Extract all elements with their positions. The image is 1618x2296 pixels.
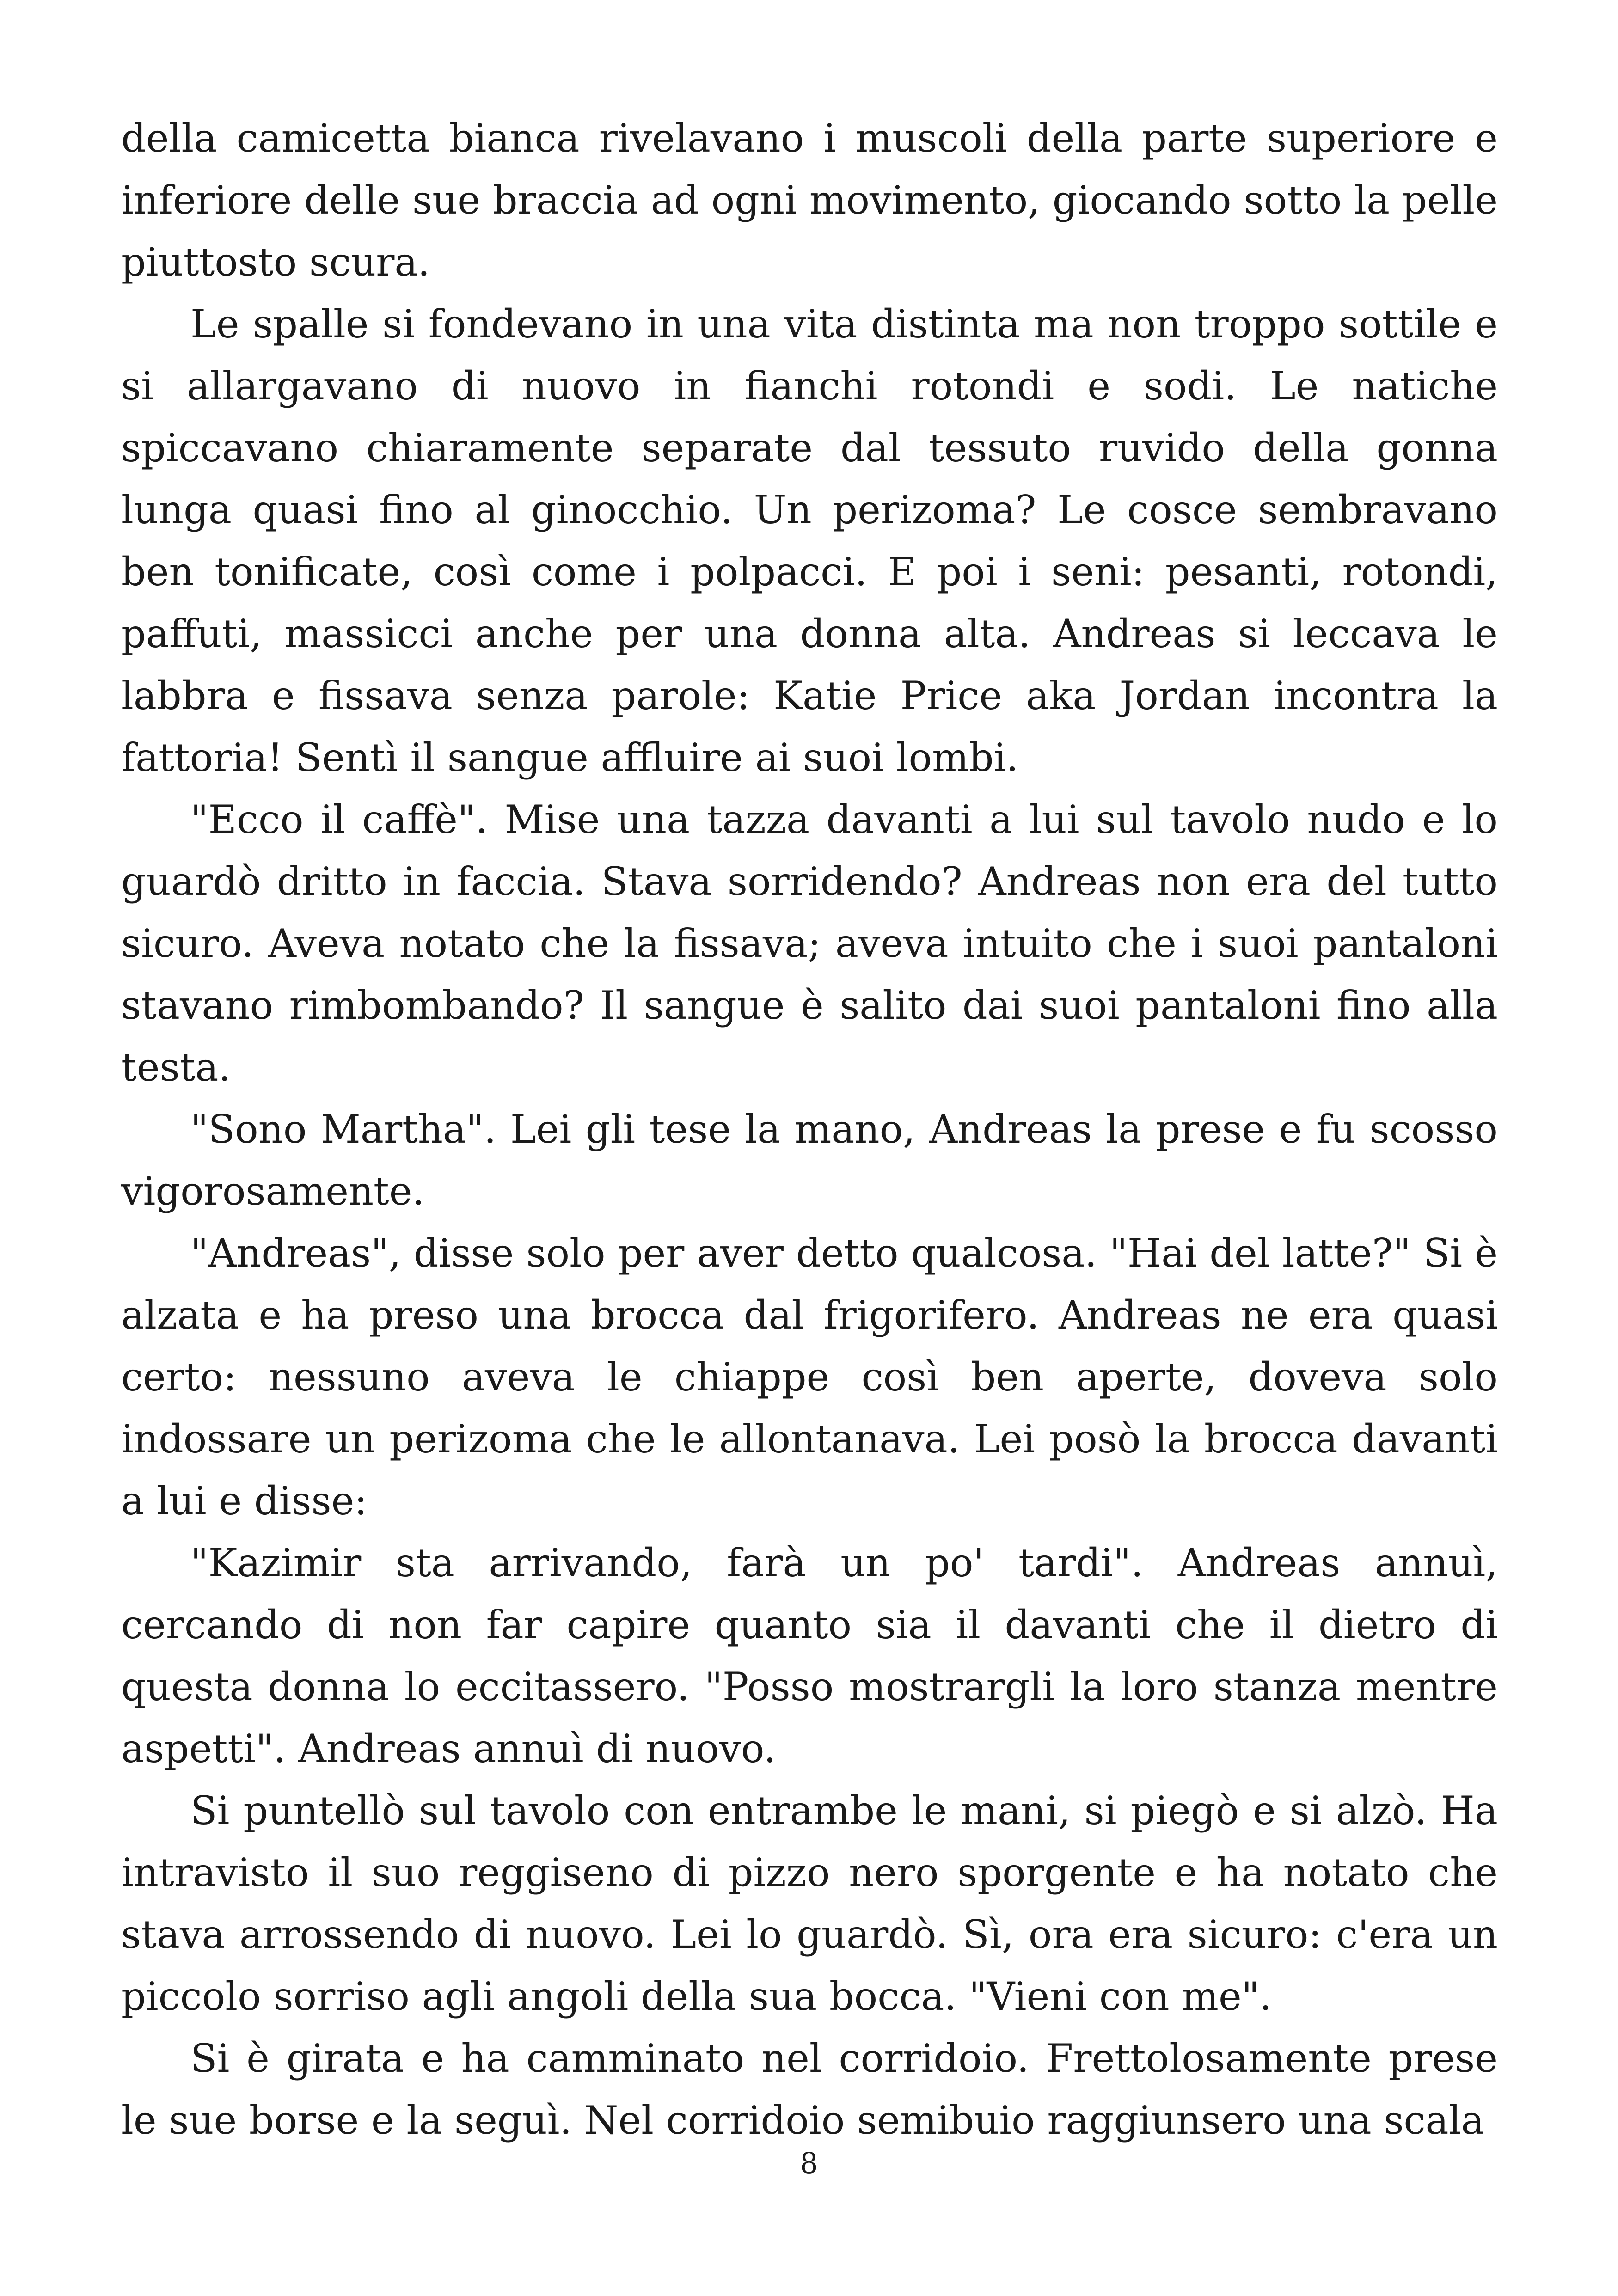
page-number: 8: [800, 2146, 818, 2180]
paragraph: "Kazimir sta arrivando, farà un po' tardi". Andreas annuì, cercando di non far capire quanto sia il davanti che il dietro di questa donna lo eccitassero. "Posso mostrargli la loro stanza mentre aspetti". Andreas annuì di nuovo.: [121, 1540, 1498, 1771]
body-text: [121, 107, 1498, 2151]
paragraph: Le spalle si fondevano in una vita distinta ma non troppo sottile e si allargavano di nuovo in fianchi rotondi e sodi. Le natiche spiccavano chiaramente separate dal tessuto ruvido della gonna lunga quasi fino al ginocchio. Un perizoma? Le cosce sembravano ben tonificate, così come i polpacci. E poi i seni: pesanti, rotondi, paffuti, massicci anche per una donna alta. Andreas si leccava le labbra e fissava senza parole: Katie Price aka Jordan incontra la fattoria! Sentì il sangue affluire ai suoi lombi.: [121, 301, 1498, 780]
paragraph: Si puntellò sul tavolo con entrambe le mani, si piegò e si alzò. Ha intravisto il suo reggiseno di pizzo nero sporgente e ha notato che stava arrossendo di nuovo. Lei lo guardò. Sì, ora era sicuro: c'era un piccolo sorriso agli angoli della sua bocca. "Vieni con me".: [121, 1788, 1498, 2019]
paragraph: "Sono Martha". Lei gli tese la mano, Andreas la prese e fu scosso vigorosamente.: [121, 1107, 1498, 1214]
paragraph-continued: della camicetta bianca rivelavano i muscoli della parte superiore e inferiore delle sue braccia ad ogni movimento, giocando sotto la pelle piuttosto scura.: [121, 116, 1498, 285]
paragraph: "Andreas", disse solo per aver detto qualcosa. "Hai del latte?" Si è alzata e ha preso una brocca dal frigorifero. Andreas ne era quasi certo: nessuno aveva le chiappe così ben aperte, doveva solo indossare un perizoma che le allontanava. Lei posò la brocca davanti a lui e disse:: [121, 1231, 1498, 1524]
paragraph: "Ecco il caffè". Mise una tazza davanti a lui sul tavolo nudo e lo guardò dritto in faccia. Stava sorridendo? Andreas non era del tutto sicuro. Aveva notato che la fissava; aveva intuito che i suoi pantaloni stavano rimbombando? Il sangue è salito dai suoi pantaloni fino alla testa.: [121, 797, 1498, 1090]
paragraph: Si è girata e ha camminato nel corridoio. Frettolosamente prese le sue borse e la seguì. Nel corridoio semibuio raggiunsero una scala: [121, 2036, 1498, 2143]
